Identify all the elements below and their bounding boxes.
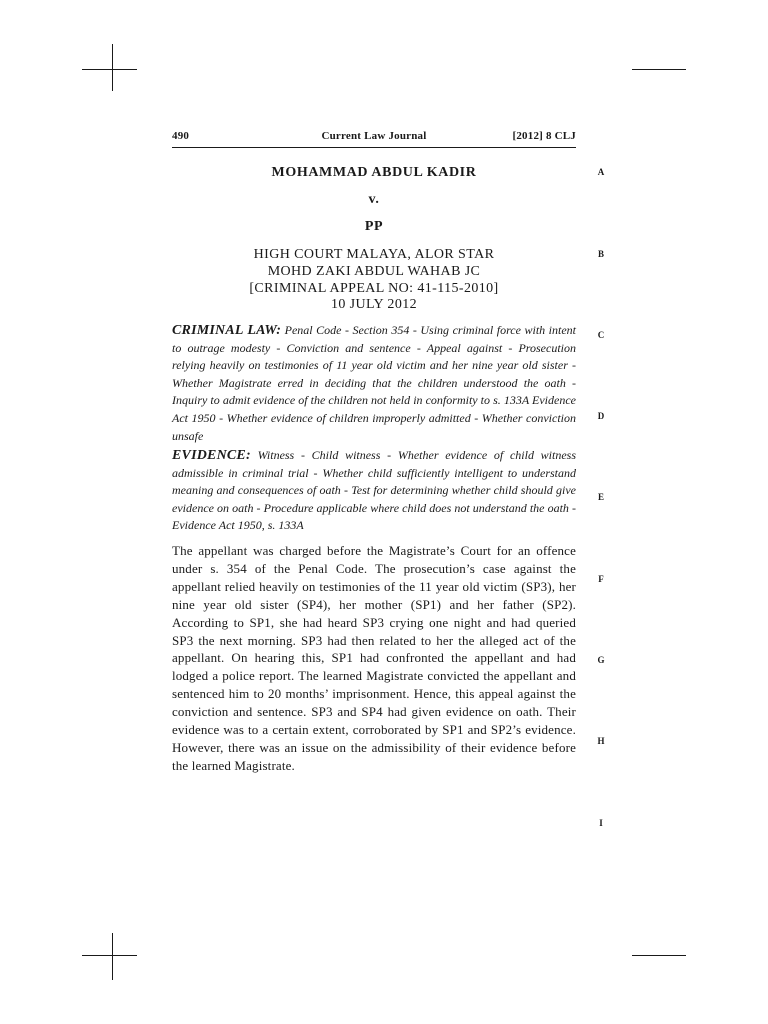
- crop-mark-top-right-horizontal: [632, 69, 686, 70]
- header-rule: [172, 147, 576, 148]
- crop-mark-top-left-vertical: [112, 44, 113, 91]
- catchword-text: Penal Code - Section 354 - Using criminal force with intent to outrage modesty - Conviction and sentence - Appeal against - Prosecution relying heavily on testimonies of 11 year old victim and her nine year old sister - Whether Magistrate erred in deciding that the children understood the oath - Inquiry to admit evidence of the children not held in conformity to s. 133A Evidence Act 1950 - Whether evidence of children improperly admitted - Whether conviction unsafe: [172, 323, 577, 443]
- running-header: [172, 130, 576, 144]
- margin-letter-b: B: [597, 249, 604, 259]
- citation: [2012] 8 CLJ: [512, 130, 576, 142]
- margin-letter-h: H: [597, 736, 605, 746]
- margin-letter-c: C: [597, 330, 605, 340]
- margin-letter-a: A: [597, 167, 605, 177]
- judge-name: MOHD ZAKI ABDUL WAHAB JC: [267, 264, 481, 279]
- margin-letter-f: F: [598, 574, 604, 584]
- crop-mark-bottom-left-vertical: [112, 933, 113, 980]
- catchword-heading: CRIMINAL LAW:: [172, 323, 282, 338]
- catchword-criminal-law: [172, 322, 576, 445]
- catchword-heading: EVIDENCE:: [172, 448, 251, 463]
- margin-letter-e: E: [597, 492, 604, 502]
- versus: v.: [368, 192, 380, 207]
- catchword-evidence: [172, 447, 576, 535]
- crop-mark-bottom-left-horizontal: [82, 955, 137, 956]
- appeal-number: [CRIMINAL APPEAL NO: 41-115-2010]: [249, 281, 499, 296]
- respondent-name: PP: [364, 219, 384, 234]
- margin-letter-d: D: [597, 411, 605, 421]
- catchword-text: Witness - Child witness - Whether evidence of child witness admissible in criminal trial - Whether child sufficiently intelligent to understand meaning and consequences of oath - Test for determining whether child should give evidence on oath - Procedure applicable where child does not understand the oath - Evidence Act 1950, s. 133A: [172, 448, 577, 533]
- headnote-paragraph: The appellant was charged before the Magistrate’s Court for an offence under s. 354 of the Penal Code. The prosecution’s case against the appellant relied heavily on testimonies of the 11 year old victim (SP3), her nine year old sister (SP4), her mother (SP1) and her father (SP2). According to SP1, she had heard SP3 crying one night and had queried SP3 the next morning. SP3 had then related to her the alleged act of the appellant. On hearing this, SP1 had confronted the appellant and had lodged a police report. The learned Magistrate convicted the appellant and sentenced him to 20 months’ imprisonment. Hence, this appeal against the conviction and sentence. SP3 and SP4 had given evidence on oath. Their evidence was to a certain extent, corroborated by SP1 and SP2’s evidence. However, there was an issue on the admissibility of their evidence before the learned Magistrate.: [172, 543, 576, 773]
- appellant-name: MOHAMMAD ABDUL KADIR: [271, 165, 477, 180]
- court-name: HIGH COURT MALAYA, ALOR STAR: [253, 247, 495, 262]
- crop-mark-top-left-horizontal: [82, 69, 137, 70]
- crop-mark-bottom-right-horizontal: [632, 955, 686, 956]
- journal-name: Current Law Journal: [321, 130, 427, 142]
- judgment-date: 10 JULY 2012: [330, 297, 418, 312]
- margin-letter-i: I: [599, 818, 603, 828]
- page-number: 490: [172, 130, 190, 142]
- margin-letter-g: G: [597, 655, 605, 665]
